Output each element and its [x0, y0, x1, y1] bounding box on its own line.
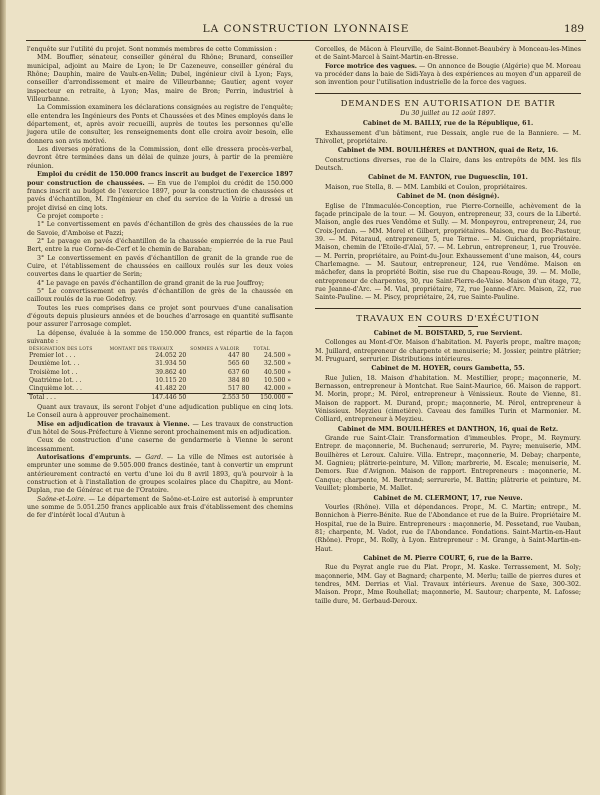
- page-header: [26, 20, 586, 41]
- table-row: Troisième lot . . 39.862 40 637 60 40.500 »: [29, 368, 291, 376]
- cabinet-heading: Cabinet de M. HOYER, cours Gambetta, 55.: [371, 365, 525, 373]
- paragraph: Force motrice des vagues. — On annonce de Bougie (Algérie) que M. Moreau va procéder dans la baie de Sidi-Yaya à des expériences au moyen d'un appareil de son invention pour l'utilisation industrielle de la force des vagues.: [315, 62, 581, 87]
- page-binding-edge: [0, 0, 6, 795]
- cabinet-heading: Cabinet de M. (non désigné).: [396, 193, 500, 201]
- paragraph: 5° Le convertissement en pavés d'échantillon de grès de la chaussée en cailloux roulés de la rue Godefroy.: [27, 287, 293, 304]
- section-title-demandes: DEMANDES EN AUTORISATION DE BATIR: [340, 98, 556, 109]
- journal-title: LA CONSTRUCTION LYONNAISE: [202, 23, 410, 35]
- paragraph-heading: Mise en adjudication de travaux à Vienne.: [37, 420, 190, 428]
- entry-text: Collonges au Mont-d'Or. Maison d'habitation. M. Payerls propr., maître maçon; M. Juillard, entrepreneur de charpente et menuiserie; M. Jossier, peintre plâtrier; M. Pruguard, serrurier. Distributions intérieures.: [315, 339, 581, 363]
- cabinet-heading: Cabinet de M. Pierre COURT, 6, rue de la Barre.: [363, 554, 533, 562]
- right-column: [315, 46, 581, 606]
- paragraph: Saône-et-Loire. — Le département de Saône-et-Loire est autorisé à emprunter une somme de 5.051.250 francs applicable aux frais d'établissement des chemins de fer d'intérêt local d'Autun à: [27, 495, 293, 520]
- paragraph: Les diverses opérations de la Commission, dont elle dressera procès-verbal, devront être terminées dans un délai de quinze jours, à partir de la première réunion.: [27, 146, 293, 170]
- paragraph: Toutes les rues comprises dans ce projet sont pourvues d'une canalisation d'égouts depuis plusieurs années et de bouches d'arrosage en quantité suffisante pour assurer l'arrosage complet.: [27, 304, 293, 329]
- paragraph: Autorisations d'emprunts. — Gard. — La ville de Nîmes est autorisée à emprunter une somme de 9.505.000 francs destinée, tant à convertir un emprunt antérieurement contracté en vertu d'une loi du 8 avril 1893, qu'à pourvoir à la construction et à l'installation de groupes scolaires place du Chapitre, au Mont-Duplan, rue de Générac et rue de l'Oratoire.: [27, 454, 293, 495]
- entry-text: Constructions diverses, rue de la Claire, dans les entrepôts de MM. les fils Deutsch.: [315, 156, 581, 173]
- paragraph: 1° Le convertissement en pavés d'échantillon de grès des chaussées de la rue de Savoie, d'Amboise et Pazzi;: [27, 221, 293, 237]
- section-divider: [315, 93, 581, 94]
- cabinet-heading: Cabinet de MM. BOUILHÈRES et DANTHON, quai de Retz, 16.: [337, 147, 559, 155]
- section-title-travaux: TRAVAUX EN COURS D'EXÉCUTION: [356, 313, 540, 324]
- cabinet-heading: Cabinet de M. FANTON, rue Duguesclin, 101.: [368, 174, 528, 182]
- paragraph: Ceux de construction d'une caserne de gendarmerie à Vienne le seront incessamment.: [27, 437, 293, 453]
- entry-text: Rue Julien, 18. Maison d'habitation. M. Mestillier, propr.; maçonnerie, M. Bernasson, entrepreneur à Montchat. Rue Saint-Maurice, 66. Maison de rapport. M. Morin, propr.; M. Pérol, entrepreneur à Vénissieux. Route de Vienne, 81. Maison de rapport. M. Durand, propr.; maçonnerie, M. Pérol, entrepreneur à Vénissieux. Meyzieu (cimetière). Caveau des familles Turin et Marmonier. M. Colliard, entrepreneur à Meyzieu.: [315, 374, 581, 424]
- cabinet-heading: Cabinet de M. BOISTARD, 5, rue Servient.: [373, 329, 523, 337]
- section-divider: [315, 308, 581, 309]
- table-row: Deuxième lot. . . 31.934 50 565 60 32.500 »: [29, 360, 291, 368]
- short-rule: [418, 326, 478, 327]
- paragraph-heading: Force motrice des vagues.: [325, 62, 417, 70]
- table-total-row: Total . . . 147.446 50 2.553 50 150.000 »: [29, 393, 291, 401]
- paragraph: La dépense, évaluée à la somme de 150.000 francs, est répartie de la façon suivante :: [27, 329, 293, 346]
- column-header: SOMMES A VALOIR: [190, 347, 240, 353]
- column-header: DÉSIGNATION DES LOTS: [29, 347, 93, 353]
- entry-text: Grande rue Saint-Clair. Transformation d'immeubles. Propr., M. Reymury. Entrepr. de maçonnerie, M. Buchenaud; serrurerie, M. Payre; menuiserie, MM. Bouilhères et Leroux. Caluire. Villa. Entrepr., maçonnerie, M. Debay; charpente, M. Gagnieu; plâtrerie-peinture, M. Villon; marbrerie, M. Escale; menuiserie, M. Demors. Rue d'Avignon. Maison de rapport. Entrepreneurs : maçonnerie, M. Canque; charpente, M. Bertrand; serrurerie, M. Battin; plâtrerie et peinture, M. Veuillet; plomberie, M. Mallet.: [315, 435, 581, 493]
- entry-text: Eglise de l'Immaculée-Conception, rue Pierre-Corneille, achèvement de la façade principale de la tour. — M. Gouyon, entrepreneur, 33, cours de la Liberté. Maison, angle des rues Vendôme et Sully. — M. Monpeyrou, entrepreneur, 24, rue Croix-Jordan. — MM. Morel et Gilbert, propriétaires. Maison, rue du Bec-Pasteur, 39. — M. Pétaraud, entrepreneur, 5, rue Terme. — M. Guichard, propriétaire. Maison, chemin de l'Etoile-d'Alaï, 57. — M. Lebrun, entrepreneur, 1, rue Trouvée. — M. Perrin, propriétaire, au Point-du-Jour. Exhaussement d'une maison, 44, cours Charlemagne. — M. Sautour, entrepreneur, 124, rue Vendôme. Maison en mâchefer, dans la propriété Boitin, sise rue du Chapeau-Rouge, 39. — M. Molle, entrepreneur de charpentes, 30, rue Saint-Pierre-de-Vaise. Maison d'un étage, 72, rue Jeanne-d'Arc. — M. Vial, propriétaire, 72, rue Jeanne-d'Arc. Maison, 22, rue Sainte-Pauline. — M. Piscy, propriétaire, 24, rue Sainte-Pauline.: [315, 202, 581, 302]
- paragraph: 2° Le pavage en pavés d'échantillon de la chaussée empierrée de la rue Paul Bert, entre la rue Corne-de-Cerf et le chemin de Baraban;: [27, 237, 293, 254]
- page-number: 189: [563, 23, 584, 35]
- paragraph: l'enquête sur l'utilité du projet. Sont nommés membres de cette Commission :: [27, 46, 277, 53]
- column-header: TOTAL: [253, 347, 270, 353]
- table-row: Cinquième lot. . . 41.482 20 517 80 42.000 »: [29, 384, 291, 392]
- paragraph: La Commission examinera les déclarations consignées au registre de l'enquête; elle entendra les Ingénieurs des Ponts et Chaussées et des Mines employés dans le département, et, après avoir recueilli, auprès de toutes les personnes qu'elle jugera utile de consulter, les renseignements dont elle croira avoir besoin, elle donnera son avis motivé.: [27, 104, 294, 145]
- paragraph-heading: Emploi du crédit de 150.000 francs inscrit au budget de l'exercice 1897 pour construction de chaussées.: [27, 171, 293, 187]
- paragraph: 3° Le convertissement en pavés d'échantillon de granit de la grande rue de Cuire, et l'établissement de chaussées en cailloux roulés sur les deux voies couvertes dans le quartier de Serin;: [27, 254, 293, 279]
- paragraph: Corcelles, de Mâcon à Fleurville, de Saint-Bonnet-Beaubéry à Monceau-les-Mines et de Saint-Marcel à Saint-Martin-en-Bresse.: [315, 46, 581, 62]
- entry-text: Vourles (Rhône). Villa et dépendances. Propr., M. C. Martin; entrepr., M. Bonnichon à Pierre-Bénite. Rue de l'Abondance et rue de la Buire. Propriétaire M. Hospital, rue de la Buire. Entrepreneurs : maçonnerie, M. Pessetand, rue Vauban, 81; charpente, M. Vadot, rue de l'Abondance. Fondations. Saint-Martin-en-Haut (Rhône). Propr., M. Rolly, à Lyon. Entrepreneur : M. Grange, à Saint-Martin-en-Haut.: [315, 503, 581, 553]
- column-header: MONTANT DES TRAVAUX: [109, 347, 174, 353]
- table-row: Quatrième lot. . . 10.115 20 384 80 10.500 »: [29, 376, 291, 384]
- paragraph: Ce projet comporte :: [37, 212, 104, 220]
- paragraph: MM. Bouffier, sénateur, conseiller général du Rhône; Brunard, conseiller municipal, adjoint au Maire de Lyon; le Dr Cazeneuve, conseiller général du Rhône; Dauphin, maire de Vaulx-en-Velin; Dubel, ingénieur civil à Lyon; Fays, conseiller d'arrondissement et maire de Villeurbanne; Gautier, agent voyer inspecteur en retraite, à Lyon; Mas, maire de Bron; Perrin, industriel à Villeurbanne.: [27, 54, 293, 104]
- paragraph: Emploi du crédit de 150.000 francs inscrit au budget de l'exercice 1897 pour construction de chaussées. — En vue de l'emploi du crédit de 150.000 francs inscrit au budget de l'exercice 1897, pour la construction de chaussées et pavés d'échantillon, M. l'Ingénieur en chef du service de la Voirie a dressé un projet divisé en cinq lots.: [27, 171, 293, 212]
- cabinet-heading: Cabinet de M. CLERMONT, 17, rue Neuve.: [373, 494, 523, 502]
- cabinet-heading: Cabinet de M. BAILLY, rue de la République, 61.: [362, 120, 534, 128]
- cabinet-heading: Cabinet de MM. BOUILHÈRES et DANTHON, 16, quai de Retz.: [337, 425, 559, 433]
- paragraph-heading: Autorisations d'emprunts.: [37, 454, 132, 461]
- entry-text: Rue du Peyrat angle rue du Plat. Propr., M. Kaske. Terrassement, M. Soly; maçonnerie, MM. Gay et Bagnard; charpente, M. Merlu; taille de pierres dures et tendres, MM. Derrias et Vial. Travaux intérieurs. Avenue de Saxe, 300-302. Maison. Propr., Mme Rouhellat; maçonnerie, M. Sautour; charpente, M. Lafosse; taille dure, M. Gerbaud-Deroux.: [315, 564, 581, 605]
- section-date: Du 30 juillet au 12 août 1897.: [400, 110, 496, 118]
- paragraph: Mise en adjudication de travaux à Vienne. — Les travaux de construction d'un hôtel de Sous-Préfecture à Vienne seront prochainement mis en adjudication.: [27, 420, 293, 436]
- cost-table: [27, 347, 293, 402]
- paragraph: 4° Le pavage en pavés d'échantillon de grand granit de la rue Jouffroy;: [37, 279, 264, 287]
- paragraph: Quant aux travaux, ils seront l'objet d'une adjudication publique en cinq lots. Le Conseil aura à approuver prochainement.: [27, 403, 293, 420]
- entry-text: Exhaussement d'un bâtiment, rue Dessaix, angle rue de la Banniere. — M. Thivollet, propriétaire.: [315, 129, 581, 146]
- entry-text: Maison, rue Stella, 8. — MM. Lambiki et Coulon, propriétaires.: [325, 183, 528, 191]
- table-row: Premier lot . . . 24.052 20 447 80 24.500 »: [29, 352, 291, 360]
- left-column: [27, 46, 293, 521]
